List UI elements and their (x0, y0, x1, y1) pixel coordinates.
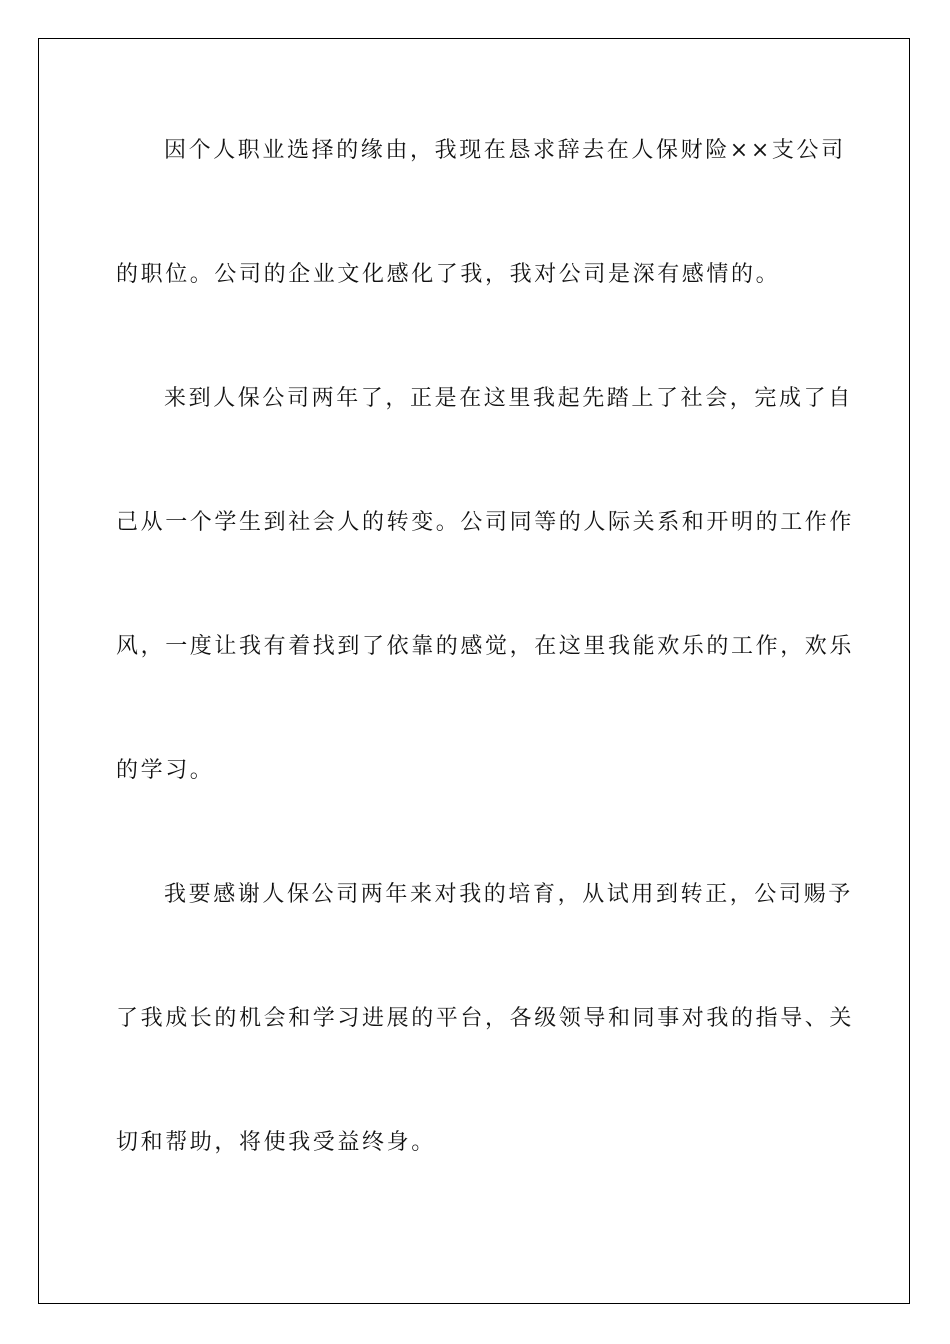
paragraph-2-line-4: 的学习。 (116, 758, 215, 783)
paragraph-3-line-3: 切和帮助，将使我受益终身。 (116, 1130, 436, 1155)
paragraph-2-line-3: 风，一度让我有着找到了依靠的感觉，在这里我能欢乐的工作，欢乐 (116, 634, 855, 659)
paragraph-2-line-1: 来到人保公司两年了，正是在这里我起先踏上了社会，完成了自 (164, 386, 853, 411)
paragraph-3-line-1: 我要感谢人保公司两年来对我的培育，从试用到转正，公司赐予 (164, 882, 853, 907)
paragraph-1-line-1: 因个人职业选择的缘由，我现在恳求辞去在人保财险××支公司 (164, 138, 846, 163)
paragraph-1-line-2: 的职位。公司的企业文化感化了我，我对公司是深有感情的。 (116, 262, 781, 287)
paragraph-3-line-2: 了我成长的机会和学习进展的平台，各级领导和同事对我的指导、关 (116, 1006, 855, 1031)
paragraph-2-line-2: 己从一个学生到社会人的转变。公司同等的人际关系和开明的工作作 (116, 510, 855, 535)
page-border (38, 38, 910, 1304)
